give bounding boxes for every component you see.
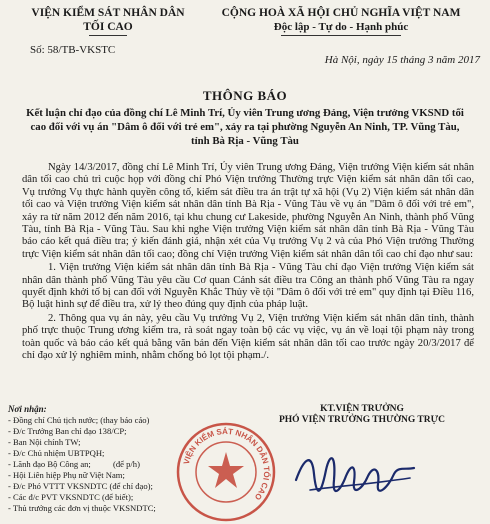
recipient-item: - Đồng chí Chủ tịch nước; (thay báo cáo) — [8, 415, 150, 425]
body-paragraph: Ngày 14/3/2017, đồng chí Lê Minh Trí, Ủy viên Trung ương Đảng, Viện trưởng Viện kiểm sát nhân dân tối cao chủ trì cuộc họp với đồng chí Phó Viện trưởng Thường trực Viện kiểm sát nhân dân tối cao, Vụ trưởng Vụ thực hành quyền công tố, kiểm sát điều tra án trật tự xã hội (Vụ 2) Viện kiểm sát nhân dân tối cao và Viện trưởng Viện kiểm sát nhân dân tỉnh Bà Rịa - Vũng Tàu về vụ án "Dâm ô đối với trẻ em", xảy ra từ năm 2012 đến năm 2016, tại khu chung cư Lakeside, phường Nguyễn An Ninh, thành phố Vũng Tàu, tỉnh Bà Rịa - Vũng Tàu. Sau khi nghe Viện trưởng Viện kiểm sát nhân dân tỉnh Bà Rịa - Vũng Tàu báo cáo kết quả điều tra; ý kiến đánh giá, nhận xét của Vụ trưởng Vụ 2 và của Phó Viện trưởng Thường trực Viện kiểm sát nhân dân tối cao; đồng chí Viện trưởng Viện kiểm sát nhân dân tối cao chỉ đạo như sau: — [22, 162, 474, 260]
agency-underline — [89, 35, 127, 36]
signatory-role-1: KT.VIỆN TRƯỞNG — [320, 404, 404, 414]
document-body — [22, 162, 474, 364]
national-header — [196, 6, 486, 36]
official-seal — [174, 420, 278, 524]
recipient-item: - Đ/c Trưởng Ban chỉ đạo 138/CP; — [8, 426, 127, 436]
country-name: CỘNG HOÀ XÃ HỘI CHỦ NGHĨA VIỆT NAM — [221, 7, 461, 19]
agency-line-2: TỐI CAO — [83, 21, 133, 33]
signatory-role-2: PHÓ VIỆN TRƯỞNG THƯỜNG TRỰC — [278, 415, 446, 425]
seal-text: VIỆN KIỂM SÁT NHÂN DÂN TỐI CAO — [181, 426, 272, 502]
recipients-heading: Nơi nhận: — [8, 404, 47, 414]
agency-line-1: VIỆN KIỂM SÁT NHÂN DÂN — [31, 7, 185, 19]
national-motto: Độc lập - Tự do - Hạnh phúc — [273, 21, 409, 33]
recipient-item: - Đ/c Phó VTTT VKSNDTC (để chỉ đạo); — [8, 481, 153, 491]
document-number: Số: 58/TB-VKSTC — [30, 44, 116, 56]
body-paragraph: 1. Viện trưởng Viện kiểm sát nhân dân tỉnh Bà Rịa - Vũng Tàu chỉ đạo Viện trưởng Viện kiểm sát nhân dân thành phố Vũng Tàu yêu cầu Cơ quan Cảnh sát điều tra Công an thành phố Vũng Tàu ra ngay quyết định khởi tố bị can đối với Nguyễn Khắc Thủy về tội "Dâm ô đối với trẻ em" quy định tại Điều 116, Bộ luật hình sự để điều tra, xử lý theo đúng quy định của pháp luật. — [22, 262, 474, 311]
body-paragraph: 2. Thông qua vụ án này, yêu cầu Vụ trưởng Vụ 2, Viện trưởng Viện kiểm sát nhân dân tỉnh, thành phố trực thuộc Trung ương kiểm tra, rà soát ngay toàn bộ các vụ việc, vụ án về loại tội phạm này trong toàn quốc và báo cáo kết quả bằng văn bản đến Viện kiểm sát nhân dân tối cao trước ngày 20/3/2017 để chỉ đạo xử lý nghiêm minh, nhằm chống bỏ lọt tội phạm./. — [22, 312, 474, 362]
place-date: Hà Nội, ngày 15 tháng 3 năm 2017 — [324, 54, 480, 66]
recipient-item: - Thủ trưởng các đơn vị thuộc VKSNDTC; — [8, 503, 156, 513]
recipient-item: - Các đ/c PVT VKSNDTC (để biết); — [8, 492, 134, 502]
recipient-note: (để p/h) — [112, 459, 140, 469]
recipient-text: - Lãnh đạo Bộ Công an; — [8, 459, 91, 469]
motto-underline — [281, 35, 401, 36]
document-title: THÔNG BÁO — [202, 88, 288, 103]
document-subject: Kết luận chỉ đạo của đồng chí Lê Minh Trí, Ủy viên Trung ương Đảng, Viện trưởng VKSND tối cao đối với vụ án "Dâm ô đối với trẻ em", xảy ra tại phường Nguyễn An Ninh, TP. Vũng Tàu, tỉnh Bà Rịa - Vũng Tàu — [26, 107, 464, 147]
recipient-item: - Đ/c Chủ nhiệm UBTPQH; — [8, 448, 105, 458]
recipient-item: - Hội Liên hiệp Phụ nữ Việt Nam; — [8, 470, 125, 480]
recipient-item: - Ban Nội chính TW; — [8, 437, 81, 447]
issuing-agency — [8, 6, 208, 36]
handwritten-signature — [290, 440, 420, 510]
